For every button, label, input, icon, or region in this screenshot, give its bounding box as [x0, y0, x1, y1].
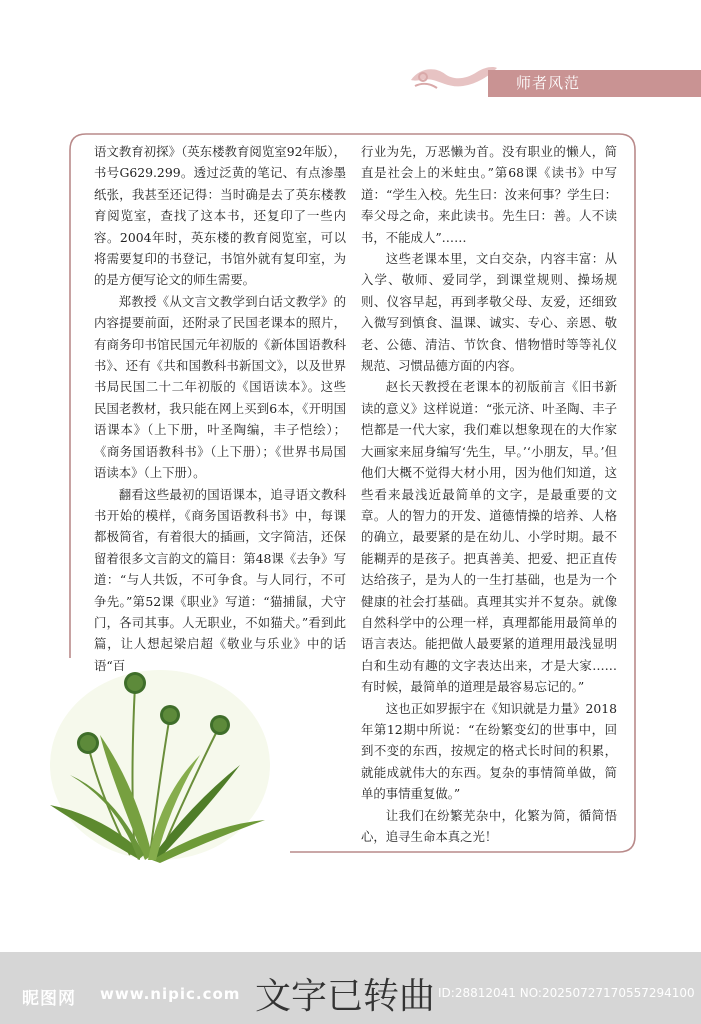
paragraph-left-1: 语文教育初探》（英东楼教育阅览室92年版），书号G629.299。透过泛黄的笔记、有点渗墨纸张，我甚至还记得：当时确是去了英东楼教育阅览室，查找了这本书，还复印了一些内容。2004年时，英东楼的教育阅览室，可以将需要复印的书登记，书馆外就有复印室，为的是方便写论文的师生需要。 — [94, 144, 346, 288]
flower-plant-illustration — [40, 655, 290, 870]
paragraph-left-2: 郑教授《从文言文教学到白话文教学》的内容提要前面，还附录了民国老课本的照片，有商务印书馆民国元年初版的《新体国语教科书》、还有《共和国教科书新国文》，以及世界书局民国二十二年初版的《国语读本》。这些民国老教材，我只能在网上买到6本，《开明国语课本》（上下册，叶圣陶编，丰子恺绘）；《商务国语教科书》（上下册）；《世界书局国语读本》（上下册）。 — [94, 293, 346, 481]
paragraph-right-4: 这也正如罗振宇在《知识就是力量》2018年第12期中所说：“在纷繁变幻的世事中，回到不变的东西，按规定的格式长时间的积累，就能成就伟大的东西。复杂的事情简单做，简单的事情重复做。” — [361, 700, 617, 802]
paragraph-left-3: 翻看这些最初的国语课本，追寻语文教科书开始的模样，《商务国语教科书》中，每课都极简省，有着很大的插画，文字简洁，还保留着很多文言韵文的篇目：第48课《去争》写道：“与人共饭，不可争食。与人同行，不可争先。”第52课《职业》写道：“猫捕鼠，犬守门，各司其事。人无职业，不如猫犬。”看到此篇，让人想起梁启超《敬业与乐业》中的话语“百 — [94, 486, 346, 673]
article-left-column — [94, 141, 346, 676]
article-right-column — [361, 141, 617, 847]
paragraph-right-1: 行业为先，万恶懒为首。没有职业的懒人，简直是社会上的米蛀虫。”第68课《读书》中写道：“学生入校。先生曰：汝来何事？学生曰：奉父母之命，来此读书。先生曰：善。人不读书，不能成人”…… — [361, 144, 617, 245]
watermark-center-text: 文字已转曲 — [255, 976, 436, 1017]
paragraph-right-3: 赵长天教授在老课本的初版前言《旧书新读的意义》这样说道：“张元济、叶圣陶、丰子恺都是一代大家，我们难以想象现在的大作家大画家来屈身编写‘先生，早。’‘小朋友，早。’但他们大概不觉得大材小用，因为他们知道，这些看来最浅近最简单的文字，是最重要的文章。人的智力的开发、道德情操的培养、人格的确立，最要紧的是在幼儿、小学时期。最不能糊弄的是孩子。把真善美、把爱、把正直传达给孩子，是为人的一生打基础，也是为一个健康的社会打基础。真理其实并不复杂。就像自然科学中的公理一样，真理都能用最简单的语言表达。能把做人最要紧的道理用最浅显明白和生动有趣的文字表达出来，才是大家……有时候，最简单的道理是最容易忘记的。” — [361, 379, 617, 695]
watermark-logo: 昵图网 — [22, 989, 76, 1009]
watermark-id: ID:28812041 NO:20250727170557294100 — [438, 986, 695, 1000]
paragraph-right-5: 让我们在纷繁芜杂中，化繁为简，循简悟心，追寻生命本真之光！ — [361, 807, 617, 844]
paragraph-right-2: 这些老课本里，文白交杂，内容丰富：从入学、敬师、爱同学，到课堂规则、操场规则、仪容早起，再到孝敬父母、友爱，还细致入微写到慎食、温课、诚实、专心、亲恩、敬老、公德、清洁、节饮食、惜物惜时等等礼仪规范、习惯品德方面的内容。 — [361, 251, 617, 374]
section-title: 师者风范 — [516, 74, 581, 92]
watermark-url: www.nipic.com — [100, 985, 241, 1003]
